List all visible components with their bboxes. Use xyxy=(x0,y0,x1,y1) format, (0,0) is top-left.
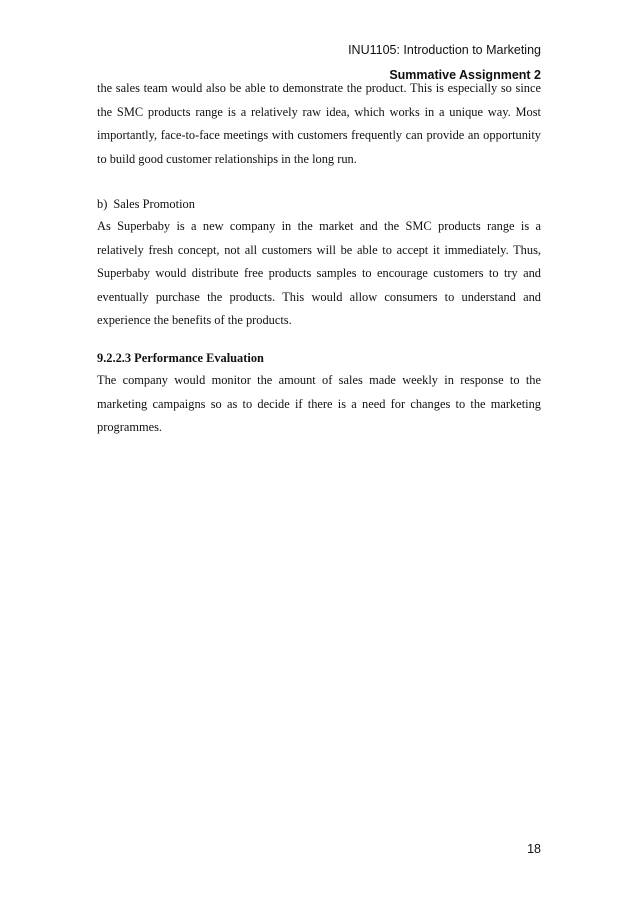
subheading-prefix: b) xyxy=(97,197,108,211)
subheading-text: Sales Promotion xyxy=(113,197,195,211)
paragraph-text: the sales team would also be able to demonstrate the product. This is especially so since the SMC products range is a relatively raw idea, which works in a unique way. Most importantly, face-to-face meetings with customers frequently can provide an opportunity to build good customer relationships in the long run. xyxy=(97,81,541,166)
assignment-title: Summative Assignment 2 xyxy=(389,68,541,82)
body-paragraph-3 xyxy=(97,369,541,440)
page-number: 18 xyxy=(527,842,541,856)
paragraph-text: As Superbaby is a new company in the market and the SMC products range is a relatively fresh concept, not all customers will be able to accept it immediately. Thus, Superbaby would distribute free products samples to encourage customers to try and eventually purchase the products. This would allow consumers to understand and experience the benefits of the products. xyxy=(97,219,541,328)
paragraph-text: The company would monitor the amount of sales made weekly in response to the marketing campaigns so as to decide if there is a need for changes to the marketing programmes. xyxy=(97,373,541,435)
body-paragraph-2 xyxy=(97,215,541,333)
section-heading-performance-evaluation: 9.2.2.3 Performance Evaluation xyxy=(97,351,264,365)
body-paragraph-1 xyxy=(97,77,541,171)
course-title: INU1105: Introduction to Marketing xyxy=(348,43,541,57)
subheading-sales-promotion xyxy=(97,193,541,217)
